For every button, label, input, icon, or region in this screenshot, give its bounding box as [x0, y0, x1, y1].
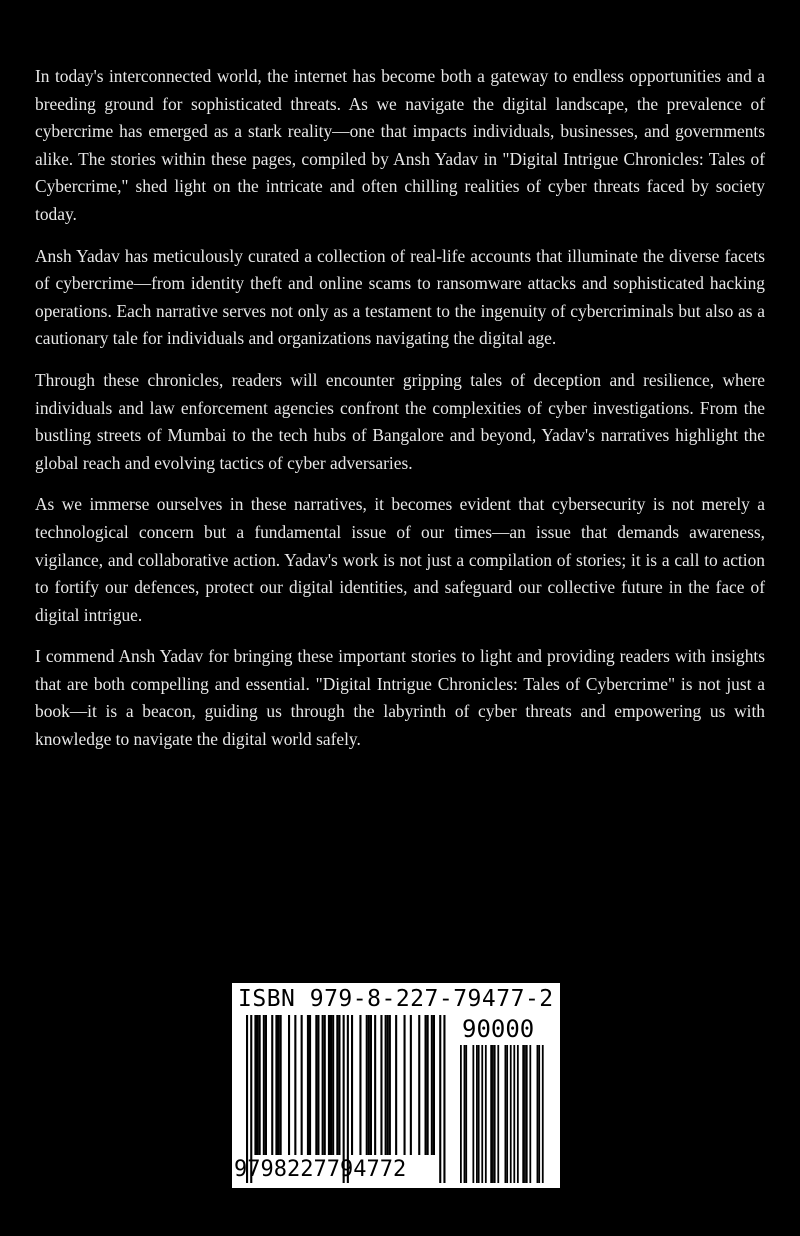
blurb-paragraph-5: I commend Ansh Yadav for bringing these important stories to light and providing readers with insights that are both compelling and essential. "Digital Intrigue Chronicles: Tales of Cybercrime" is not just a book—it is a beacon, guiding us through the labyrinth of cyber threats and empowering us with knowledge to navigate the digital world safely.	[35, 646, 765, 750]
barcode-bar	[433, 1015, 435, 1155]
barcode-bar	[389, 1015, 391, 1155]
addon-bar	[490, 1045, 492, 1183]
barcode-bar	[336, 1015, 338, 1155]
addon-bar	[460, 1045, 462, 1183]
barcode-bar	[418, 1015, 420, 1155]
back-cover-blurb	[35, 63, 765, 768]
addon-bar	[476, 1045, 478, 1183]
addon-bar	[526, 1045, 528, 1183]
barcode-bar	[324, 1015, 326, 1155]
barcode-bar	[366, 1015, 368, 1155]
barcode-bar	[330, 1015, 332, 1155]
barcode-bar	[315, 1015, 317, 1155]
barcode-bar	[439, 1015, 441, 1183]
addon-bar	[522, 1045, 524, 1183]
barcode-bar	[294, 1015, 296, 1155]
addon-bar	[538, 1045, 540, 1183]
barcode-bar	[309, 1015, 311, 1155]
barcode-bar	[254, 1015, 256, 1155]
barcode-bar	[332, 1015, 334, 1155]
barcode-bar	[443, 1015, 445, 1183]
barcode-bar	[288, 1015, 290, 1155]
addon-bar	[517, 1045, 519, 1183]
addon-bar	[513, 1045, 515, 1183]
barcode-bar	[404, 1015, 406, 1155]
blurb-paragraph-3: Through these chronicles, readers will encounter gripping tales of deception and resilience, where individuals and law enforcement agencies confront the complexities of cyber investigations. From the bustling streets of Mumbai to the tech hubs of Bangalore and beyond, Yadav's narratives highlight the global reach and evolving tactics of cyber adversaries.	[35, 369, 765, 473]
addon-bar	[464, 1045, 466, 1183]
isbn-barcode	[232, 983, 560, 1188]
price-addon-digits: 90000	[462, 1015, 535, 1043]
addon-bar	[494, 1045, 496, 1183]
barcode-bar	[359, 1015, 361, 1155]
addon-bar	[537, 1045, 539, 1183]
addon-bar	[497, 1045, 499, 1183]
barcode-bar	[370, 1015, 372, 1155]
addon-bar	[478, 1045, 480, 1183]
barcode-bar	[374, 1015, 376, 1155]
barcode-bar	[275, 1015, 277, 1155]
addon-bar	[505, 1045, 507, 1183]
ean-digits: 9798227794772	[234, 1157, 407, 1182]
barcode-bar	[328, 1015, 330, 1155]
barcode-bar	[385, 1015, 387, 1155]
barcode-bar	[280, 1015, 282, 1155]
barcode-bar	[395, 1015, 397, 1155]
addon-bar	[465, 1045, 467, 1183]
barcode-bar	[265, 1015, 267, 1155]
blurb-paragraph-2: Ansh Yadav has meticulously curated a collection of real-life accounts that illuminate the diverse facets of cybercrime—from identity theft and online scams to ransomware attacks and sophisticated hacking operations. Each narrative serves not only as a testament to the ingenuity of cybercriminals but also as a cautionary tale for individuals and organizations navigating the digital age.	[35, 245, 765, 349]
barcode-bar	[410, 1015, 412, 1155]
barcode-bar	[368, 1015, 370, 1155]
barcode-bar	[263, 1015, 265, 1155]
barcode-bar	[278, 1015, 280, 1155]
barcode-bar	[301, 1015, 303, 1155]
barcode-bar	[351, 1015, 353, 1155]
addon-bar	[481, 1045, 483, 1183]
blurb-paragraph-4: As we immerse ourselves in these narratives, it becomes evident that cybersecurity is not merely a technological concern but a fundamental issue of our times—an issue that demands awareness, vigilance, and collaborative action. Yadav's work is not just a compilation of stories; it is a call to action to fortify our defences, protect our digital identities, and safeguard our collective future in the face of digital intrigue.	[35, 494, 765, 625]
addon-bar	[506, 1045, 508, 1183]
barcode-bar	[431, 1015, 433, 1155]
barcode-bar	[257, 1015, 259, 1155]
barcode-bar	[425, 1015, 427, 1155]
barcode-bar	[259, 1015, 261, 1155]
addon-bar	[510, 1045, 512, 1183]
barcode-bar	[387, 1015, 389, 1155]
addon-bar	[524, 1045, 526, 1183]
barcode-bar	[338, 1015, 340, 1155]
addon-bar	[485, 1045, 487, 1183]
barcode-bar	[380, 1015, 382, 1155]
addon-bar	[492, 1045, 494, 1183]
barcode-bar	[322, 1015, 324, 1155]
blurb-paragraph-1: In today's interconnected world, the internet has become both a gateway to endless opportunities and a breeding ground for sophisticated threats. As we navigate the digital landscape, the prevalence of cybercrime has emerged as a stark reality—one that impacts individuals, businesses, and governments alike. The stories within these pages, compiled by Ansh Yadav in "Digital Intrigue Chronicles: Tales of Cybercrime," shed light on the intricate and often chilling realities of cyber threats faced by society today.	[35, 66, 765, 224]
barcode-bar	[317, 1015, 319, 1155]
barcode-bar	[271, 1015, 273, 1155]
addon-bar	[472, 1045, 474, 1183]
barcode-bar	[427, 1015, 429, 1155]
addon-bar	[542, 1045, 544, 1183]
addon-bar	[529, 1045, 531, 1183]
isbn-label: ISBN 979-8-227-79477-2	[238, 986, 554, 1012]
barcode-bar	[307, 1015, 309, 1155]
